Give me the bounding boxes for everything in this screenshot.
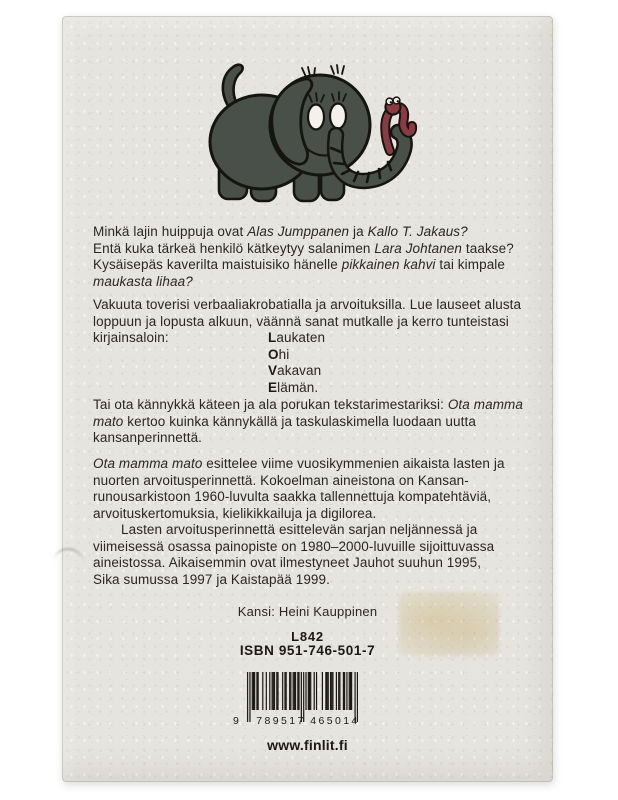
product-code: L842 <box>291 629 324 644</box>
barcode-digits <box>233 715 360 728</box>
text-line: Ota mamma mato esittelee viime vuosikymmenien aikaista lasten ja <box>93 456 505 471</box>
edge-crease-mark <box>54 548 84 576</box>
text-line: Minkä lajin huippuja ovat Alas Jumppanen ja Kallo T. Jakaus? <box>93 224 468 239</box>
tape-stain <box>399 592 499 656</box>
acrostic-label: kirjainsaloin: <box>93 330 169 345</box>
cover-artist-credit: Kansi: Heini Kauppinen <box>237 604 378 619</box>
text-line: runousarkistoon 1960-luvulta saakka tallennettuja kompatehtäviä, <box>93 489 492 504</box>
text-line: aineistossa. Aikaisemmin ovat ilmestyneet Jauhot suuhun 1995, <box>93 555 482 570</box>
sms-paragraph <box>93 397 545 447</box>
elephant-illustration <box>205 57 430 207</box>
text-line: kansanperinnettä. <box>93 430 203 445</box>
text-line: arvoituskertomuksia, kielikikkailuja ja digilorea. <box>93 505 377 521</box>
acrostic-line: Laukaten <box>268 330 326 345</box>
text-line: Lasten arvoitusperinnettä esittelevän sarjan neljännessä ja <box>121 522 478 537</box>
barcode-digit-group: 9 <box>233 715 242 727</box>
ean13-barcode <box>233 672 360 740</box>
acrostic-list <box>268 330 325 396</box>
text-line: Sika sumussa 1997 ja Kaistapää 1999. <box>93 571 331 587</box>
barcode-digit-group: 465014 <box>310 715 360 727</box>
series-paragraph <box>93 456 545 588</box>
acrostic-line: Ohi <box>268 346 290 362</box>
acrostic-row <box>93 330 545 396</box>
text-line: Tai ota kännykkä käteen ja ala porukan tekstarimestariksi: Ota mamma <box>93 397 523 412</box>
intro-paragraph <box>93 224 545 290</box>
text-line: viimeisessä osassa painopiste on 1980–2000-luvuille sijoittuvassa <box>93 538 495 554</box>
text-line: Entä kuka tärkeä henkilö kätkeytyy salanimen Lara Johtanen taakse? <box>93 240 514 256</box>
book-back-cover <box>62 16 553 782</box>
text-line: loppuun ja lopusta alkuun, väännä sanat mutkalle ja kerro tunteistasi <box>93 313 509 329</box>
text-line: Kysäisepäs kaverilta maistuisiko hänelle pikkainen kahvi tai kimpale <box>93 257 506 272</box>
acrostic-line: Elämän. <box>268 379 319 395</box>
text-line: nuorten arvoitusperinnettä. Kokoelman aineistona on Kansan- <box>93 472 469 488</box>
publisher-website: www.finlit.fi <box>267 737 348 753</box>
acrostic-line: Vakavan <box>268 363 322 378</box>
text-line: maukasta lihaa? <box>93 273 193 289</box>
isbn-text: ISBN 951-746-501-7 <box>239 643 376 658</box>
text-line: Vakuuta toverisi verbaaliakrobatialla ja arvoituksilla. Lue lauseet alusta <box>93 297 522 312</box>
text-line: mato kertoo kuinka kännykällä ja taskulaskimella luodaan uutta <box>93 413 476 429</box>
wordplay-paragraph <box>93 297 545 396</box>
barcode-digit-group: 789517 <box>256 715 306 727</box>
